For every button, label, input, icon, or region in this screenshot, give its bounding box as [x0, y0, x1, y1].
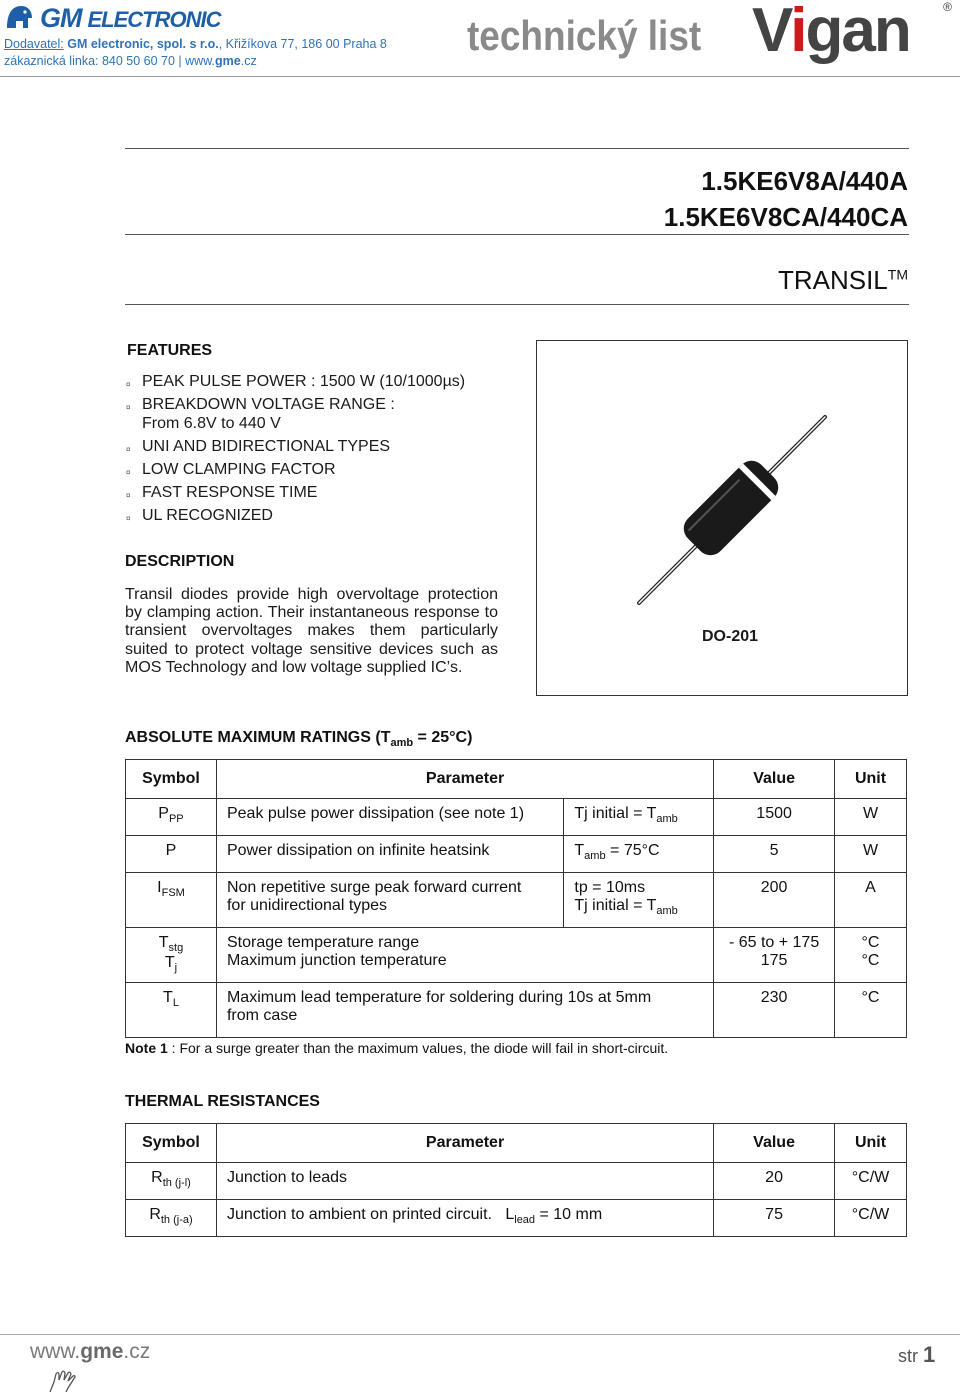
table-row	[126, 873, 907, 928]
column-header: Parameter	[216, 1124, 713, 1163]
list-item: ¤ UNI AND BIDIRECTIONAL TYPES	[126, 437, 516, 456]
hotline: zákaznická linka: 840 50 60 70 | www.	[4, 54, 216, 68]
symbol-cell: $R_{th (j-a)}$	[126, 1200, 217, 1237]
condition-cell: tp = 10ms Tj initial = $T_{amb}$	[564, 873, 714, 928]
hand-cursor-icon	[46, 1368, 82, 1392]
header-divider	[0, 76, 960, 77]
elephant-logo-icon	[4, 2, 34, 32]
column-header: Unit	[835, 1124, 907, 1163]
vigan-letter-v: V	[752, 0, 791, 65]
unit-cell: W	[835, 799, 907, 836]
list-item: ¤ BREAKDOWN VOLTAGE RANGE : From 6.8V to 440 V	[126, 396, 395, 432]
bullet-icon: ¤	[126, 514, 131, 523]
bullet-icon: ¤	[126, 445, 131, 454]
supplier-address: , Křižíkova 77, 186 00 Praha 8	[218, 37, 387, 51]
page-number: str 1	[898, 1342, 936, 1367]
column-header: Parameter	[216, 760, 713, 799]
unit-cell: °C/W	[835, 1163, 907, 1200]
ratings-table	[125, 759, 907, 1038]
table-row	[126, 836, 907, 873]
column-header: Symbol	[126, 1124, 217, 1163]
supplier-company: GM electronic, spol. s r.o.	[67, 37, 219, 51]
bullet-icon: ¤	[126, 491, 131, 500]
symbol-cell: $R_{th (j-l)}$	[126, 1163, 217, 1200]
logo-brand: GM	[40, 3, 82, 33]
parameter-cell: Storage temperature range Maximum junction temperature	[216, 928, 713, 983]
vigan-logo	[752, 0, 952, 70]
note-label: Note 1	[125, 1040, 168, 1056]
parameter-cell: Peak pulse power dissipation (see note 1)	[216, 799, 563, 836]
trademark: TM	[887, 266, 908, 283]
gm-electronic-logo	[4, 2, 254, 34]
value-cell: 200	[714, 873, 835, 928]
product-name	[778, 265, 908, 296]
table-row	[126, 983, 907, 1038]
list-item: ¤ FAST RESPONSE TIME	[126, 483, 516, 502]
value-cell: 1500	[714, 799, 835, 836]
thermal-table	[125, 1123, 907, 1237]
value-cell: - 65 to + 175 175	[714, 928, 835, 983]
part-number-line1: 1.5KE6V8A/440A	[701, 166, 908, 196]
condition-cell: Tj initial = $T_{amb}$	[564, 799, 714, 836]
bullet-icon: ¤	[126, 380, 131, 389]
column-header: Unit	[835, 760, 907, 799]
title-mid-rule	[125, 234, 909, 235]
column-header: Symbol	[126, 760, 217, 799]
part-number-line2: 1.5KE6V8CA/440CA	[663, 202, 908, 232]
parameter-cell: Non repetitive surge peak forward current for unidirectional types	[216, 873, 563, 928]
unit-cell: W	[835, 836, 907, 873]
symbol-cell: $P_{PP}$	[126, 799, 217, 836]
features-list	[126, 372, 516, 529]
column-header: Value	[714, 1124, 835, 1163]
note-text: : For a surge greater than the maximum values, the diode will fail in short-circuit.	[167, 1040, 669, 1056]
value-cell: 20	[714, 1163, 835, 1200]
features-heading: FEATURES	[127, 342, 213, 359]
supplier-label: Dodavatel:	[4, 37, 64, 51]
bullet-icon: ¤	[126, 403, 131, 412]
title-top-rule	[125, 148, 909, 149]
table-row	[126, 1200, 907, 1237]
product-name-text: TRANSIL	[777, 265, 888, 295]
thermal-heading: THERMAL RESISTANCES	[125, 1093, 320, 1110]
unit-cell: A	[835, 873, 907, 928]
symbol-cell: $T_L$	[126, 983, 217, 1038]
supplier-info	[4, 36, 387, 70]
logo-brand-suffix: ELECTRONIC	[87, 7, 221, 32]
table-row	[126, 1163, 907, 1200]
description-heading: DESCRIPTION	[125, 553, 235, 570]
column-header: Value	[714, 760, 835, 799]
list-item: ¤ PEAK PULSE POWER : 1500 W (10/1000µs)	[126, 372, 516, 391]
symbol-cell: $I_{FSM}$	[126, 873, 217, 928]
parameter-cell: Maximum lead temperature for soldering during 10s at 5mm from case	[216, 983, 713, 1038]
feature-continuation: From 6.8V to 440 V	[142, 415, 281, 432]
description-text: Transil diodes provide high overvoltage protection by clamping action. Their instantaneous response to transient overvoltages makes them particularly suited to protect voltage sensitive devices such as MOS Technology and low voltage supplied IC’s.	[125, 586, 498, 676]
table-header-row	[126, 760, 907, 799]
table-note	[125, 1040, 668, 1056]
hotline-tld: .cz	[240, 54, 257, 68]
footer-divider	[0, 1334, 960, 1335]
vigan-letter-i: i	[790, 0, 806, 65]
document-type-title: technický list	[467, 12, 702, 59]
hotline-gme[interactable]: gme	[215, 54, 241, 68]
value-cell: 5	[714, 836, 835, 873]
symbol-cell: P	[126, 836, 217, 873]
ratings-heading: ABSOLUTE MAXIMUM RATINGS $(T_{amb} = 25^\circ C)$	[125, 729, 473, 750]
value-cell: 75	[714, 1200, 835, 1237]
package-label: DO-201	[701, 628, 759, 645]
table-row	[126, 928, 907, 983]
table-row	[126, 799, 907, 836]
title-bottom-rule	[125, 304, 909, 305]
part-number-title	[664, 163, 908, 235]
footer-website[interactable]: www.gme.cz	[30, 1340, 151, 1363]
vigan-letters-gan: gan	[805, 0, 910, 65]
list-item: ¤ LOW CLAMPING FACTOR	[126, 460, 516, 479]
unit-cell: °C	[835, 983, 907, 1038]
parameter-cell: Power dissipation on infinite heatsink	[216, 836, 563, 873]
registered-mark: ®	[943, 0, 952, 14]
parameter-cell: Junction to leads	[216, 1163, 713, 1200]
condition-cell: $T_{amb} = 75^\circ C$	[564, 836, 714, 873]
bullet-icon: ¤	[126, 468, 131, 477]
symbol-cell: $T_{stg}$ $T_j$	[126, 928, 217, 983]
parameter-cell: Junction to ambient on printed circuit. $L_{lead} = 10$ mm	[216, 1200, 713, 1237]
table-header-row	[126, 1124, 907, 1163]
unit-cell: °C °C	[835, 928, 907, 983]
value-cell: 230	[714, 983, 835, 1038]
unit-cell: °C/W	[835, 1200, 907, 1237]
list-item: ¤ UL RECOGNIZED	[126, 506, 516, 525]
